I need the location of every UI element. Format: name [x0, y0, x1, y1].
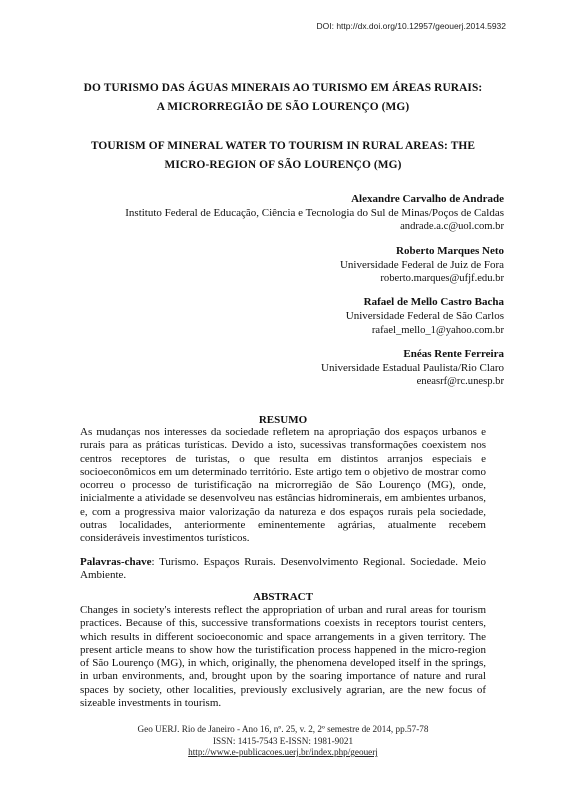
author-block: [44, 192, 504, 235]
title-pt-line-1: DO TURISMO DAS ÁGUAS MINERAIS AO TURISMO EM ÁREAS RURAIS:: [83, 82, 483, 94]
author-name: Enéas Rente Ferreira: [403, 347, 504, 360]
resumo-text: As mudanças nos interesses da sociedade refletem na apropriação dos espaços urbanos e rurais para as práticas turísticas. Devido a isto, sucessivas transformações coexistem nos centros receptores de turistas, o que resulta em distintos arranjos especiais e socioeconômicos em um determinado território. Este artigo tem o objetivo de mostrar como ocorreu o processo de turistificação na microrregião de São Lourenço (MG), onde, inicialmente a atividade se desenvolveu nas estâncias hidrominerais, em ambientes urbanos, e, com a progressiva maior valorização da natureza e dos espaços rurais pela sociedade, outras localidades, anteriormente eminentemente agrárias, atualmente recebem consideráveis investimentos turísticos.: [80, 426, 486, 545]
author-block: [44, 244, 504, 287]
footer-url-link[interactable]: http://www.e-publicacoes.uerj.br/index.php/geouerj: [188, 747, 378, 758]
title-pt-line-2: A MICRORREGIÃO DE SÃO LOURENÇO (MG): [156, 101, 410, 113]
keywords-text: : Turismo. Espaços Rurais. Desenvolvimento Regional. Sociedade. Meio Ambiente.: [80, 556, 486, 582]
author-block: [44, 295, 504, 338]
title-english: [40, 137, 526, 175]
title-en-line-1: TOURISM OF MINERAL WATER TO TOURISM IN RURAL AREAS: THE: [90, 140, 476, 152]
footer-citation: Geo UERJ. Rio de Janeiro - Ano 16, nº. 25, v. 2, 2º semestre de 2014, pp.57-78: [137, 724, 429, 734]
author-affiliation: Universidade Estadual Paulista/Rio Claro: [321, 362, 504, 375]
author-block: [44, 347, 504, 390]
author-email[interactable]: andrade.a.c@uol.com.br: [400, 221, 504, 233]
author-list: [44, 192, 504, 398]
keywords: [80, 556, 486, 583]
abstract-text: Changes in society's interests reflect the appropriation of urban and rural areas for tourism practices. Because of this, successive transformations coexists in receptors tourist centers, which results in different socioeconomic and space arrangements in a given territory. The present article means to show how the turistification process happened in the micro-region of São Lourenço (MG), in which, originally, the phenomena developed itself in the springs, in urban environments, and, brought upon by the soaring importance of nature and rural spaces by society, other localities, previously exclusively agrarian, are the new focus of sizeable investments in tourism.: [80, 604, 486, 710]
author-email[interactable]: rafael_mello_1@yahoo.com.br: [371, 324, 504, 336]
resumo-heading: RESUMO: [258, 414, 308, 426]
title-portuguese: [40, 79, 526, 117]
doi-link[interactable]: DOI: http://dx.doi.org/10.12957/geouerj.2014.5932: [316, 21, 506, 31]
author-email[interactable]: roberto.marques@ufjf.edu.br: [380, 273, 504, 285]
author-affiliation: Universidade Federal de São Carlos: [345, 310, 504, 323]
footer-issn: ISSN: 1415-7543 E-ISSN: 1981-9021: [212, 735, 354, 746]
author-affiliation: Universidade Federal de Juiz de Fora: [339, 258, 504, 271]
author-affiliation: Instituto Federal de Educação, Ciência e Tecnologia do Sul de Minas/Poços de Caldas: [125, 207, 504, 220]
keywords-label: Palavras-chave: [80, 556, 152, 568]
title-en-line-2: MICRO-REGION OF SÃO LOURENÇO (MG): [164, 159, 402, 171]
journal-footer: [80, 724, 486, 759]
author-name: Roberto Marques Neto: [396, 244, 504, 257]
author-name: Alexandre Carvalho de Andrade: [351, 193, 504, 205]
author-email[interactable]: eneasrf@rc.unesp.br: [416, 376, 504, 388]
abstract-heading: ABSTRACT: [253, 591, 313, 603]
author-name: Rafael de Mello Castro Bacha: [363, 296, 504, 309]
